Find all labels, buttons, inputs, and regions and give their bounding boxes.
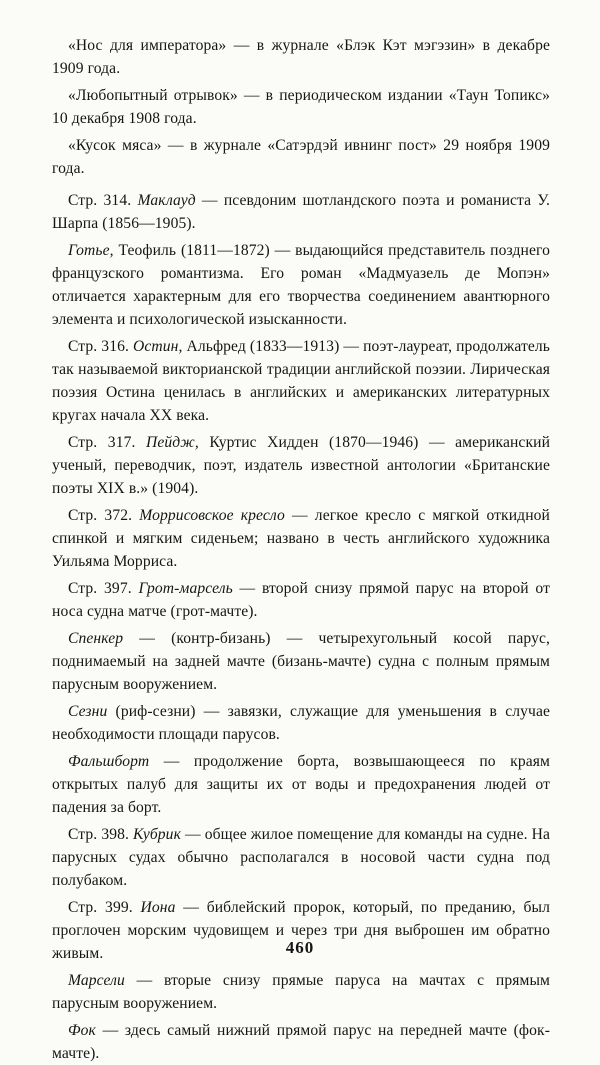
note-paragraph [52, 504, 550, 573]
note-term: Иона [140, 899, 176, 916]
note-term: Грот-марсель [138, 580, 233, 597]
note-term: Фальшборт [68, 753, 150, 770]
note-paragraph [52, 969, 550, 1015]
note-text: — здесь самый нижний прямой парус на передней мачте (фок-мачте). [52, 1022, 550, 1062]
note-text: — общее жилое помещение для команды на судне. На парусных судах обычно располагался в носовой части судна под полубаком. [52, 826, 550, 889]
note-prefix: Стр. 316. [68, 338, 133, 355]
note-paragraph [52, 1019, 550, 1065]
note-text: — второй снизу прямой парус на второй от носа судна матче (грот-мачте). [52, 580, 550, 620]
note-text: «Кусок мяса» — в журнале «Сатэрдэй ивнинг пост» 29 ноября 1909 года. [52, 137, 550, 177]
note-term: Остин, [133, 338, 183, 355]
note-paragraph [52, 750, 550, 819]
note-text: (риф-сезни) — завязки, служащие для уменьшения в случае необходимости площади парусов. [52, 703, 550, 743]
note-prefix: Стр. 398. [68, 826, 134, 843]
note-paragraph [52, 700, 550, 746]
note-text: — псевдоним шотландского поэта и романиста У. Шарпа (1856—1905). [52, 192, 550, 232]
note-prefix: Стр. 314. [68, 192, 138, 209]
note-prefix: Стр. 399. [68, 899, 141, 916]
note-paragraph [52, 577, 550, 623]
note-text: Куртис Хидден (1870—1946) — американский ученый, переводчик, поэт, издатель известной антологии «Британские поэты XIX в.» (1904). [52, 434, 551, 497]
note-term: Готье, [68, 242, 114, 259]
note-term: Моррисовское кресло [139, 507, 285, 524]
note-text: Альфред (1833—1913) — поэт-лауреат, продолжатель так называемой викторианской традиции английской поэзии. Лирическая поэзия Остина ценилась в английских и американских литературных кругах начала XX века. [52, 338, 550, 424]
note-text: «Нос для императора» — в журнале «Блэк Кэт мэгэзин» в декабре 1909 года. [52, 37, 550, 77]
note-text: — (контр-бизань) — четырехугольный косой парус, поднимаемый на задней мачте (бизань-мачте) судна с полным прямым парусным вооружением. [52, 630, 550, 693]
note-text: Теофиль (1811—1872) — выдающийся представитель позднего французского романтизма. Его роман «Мадмуазель де Мопэн» отличается характерным для его творчества соединением авантюрного элемента и психологической изысканности. [52, 242, 550, 328]
page-number: 460 [285, 938, 315, 957]
note-text: — библейский пророк, который, по преданию, был проглочен морским чудовищем и через три дня выброшен им обратно живым. [52, 899, 551, 962]
note-paragraph [52, 84, 550, 130]
note-text: — продолжение борта, возвышающееся по краям открытых палуб для защиты их от воды и предохранения людей от падения за борт. [52, 753, 550, 816]
note-paragraph [52, 431, 550, 500]
note-prefix: Стр. 317. [68, 434, 146, 451]
note-term: Марсели [68, 972, 125, 989]
note-prefix: Стр. 397. [68, 580, 139, 597]
note-paragraph [52, 627, 550, 696]
note-term: Кубрик [133, 826, 181, 843]
note-prefix: Стр. 372. [68, 507, 140, 524]
note-paragraph [52, 823, 550, 892]
note-paragraph [52, 134, 550, 180]
note-paragraph [52, 239, 550, 331]
note-paragraph [52, 335, 550, 427]
note-text: «Любопытный отрывок» — в периодическом издании «Таун Топикс» 10 декабря 1908 года. [52, 87, 550, 127]
note-paragraph [52, 34, 550, 80]
note-term: Пейдж, [146, 434, 199, 451]
note-text: — легкое кресло с мягкой откидной спинкой и мягким сиденьем; названо в честь английского художника Уильяма Морриса. [52, 507, 551, 570]
note-term: Спенкер [68, 630, 124, 647]
note-term: Фок [68, 1022, 96, 1039]
note-paragraph [52, 189, 550, 235]
note-term: Сезни [68, 703, 108, 720]
note-text: — вторые снизу прямые паруса на мачтах с прямым парусным вооружением. [52, 972, 550, 1012]
note-term: Маклауд [137, 192, 196, 209]
